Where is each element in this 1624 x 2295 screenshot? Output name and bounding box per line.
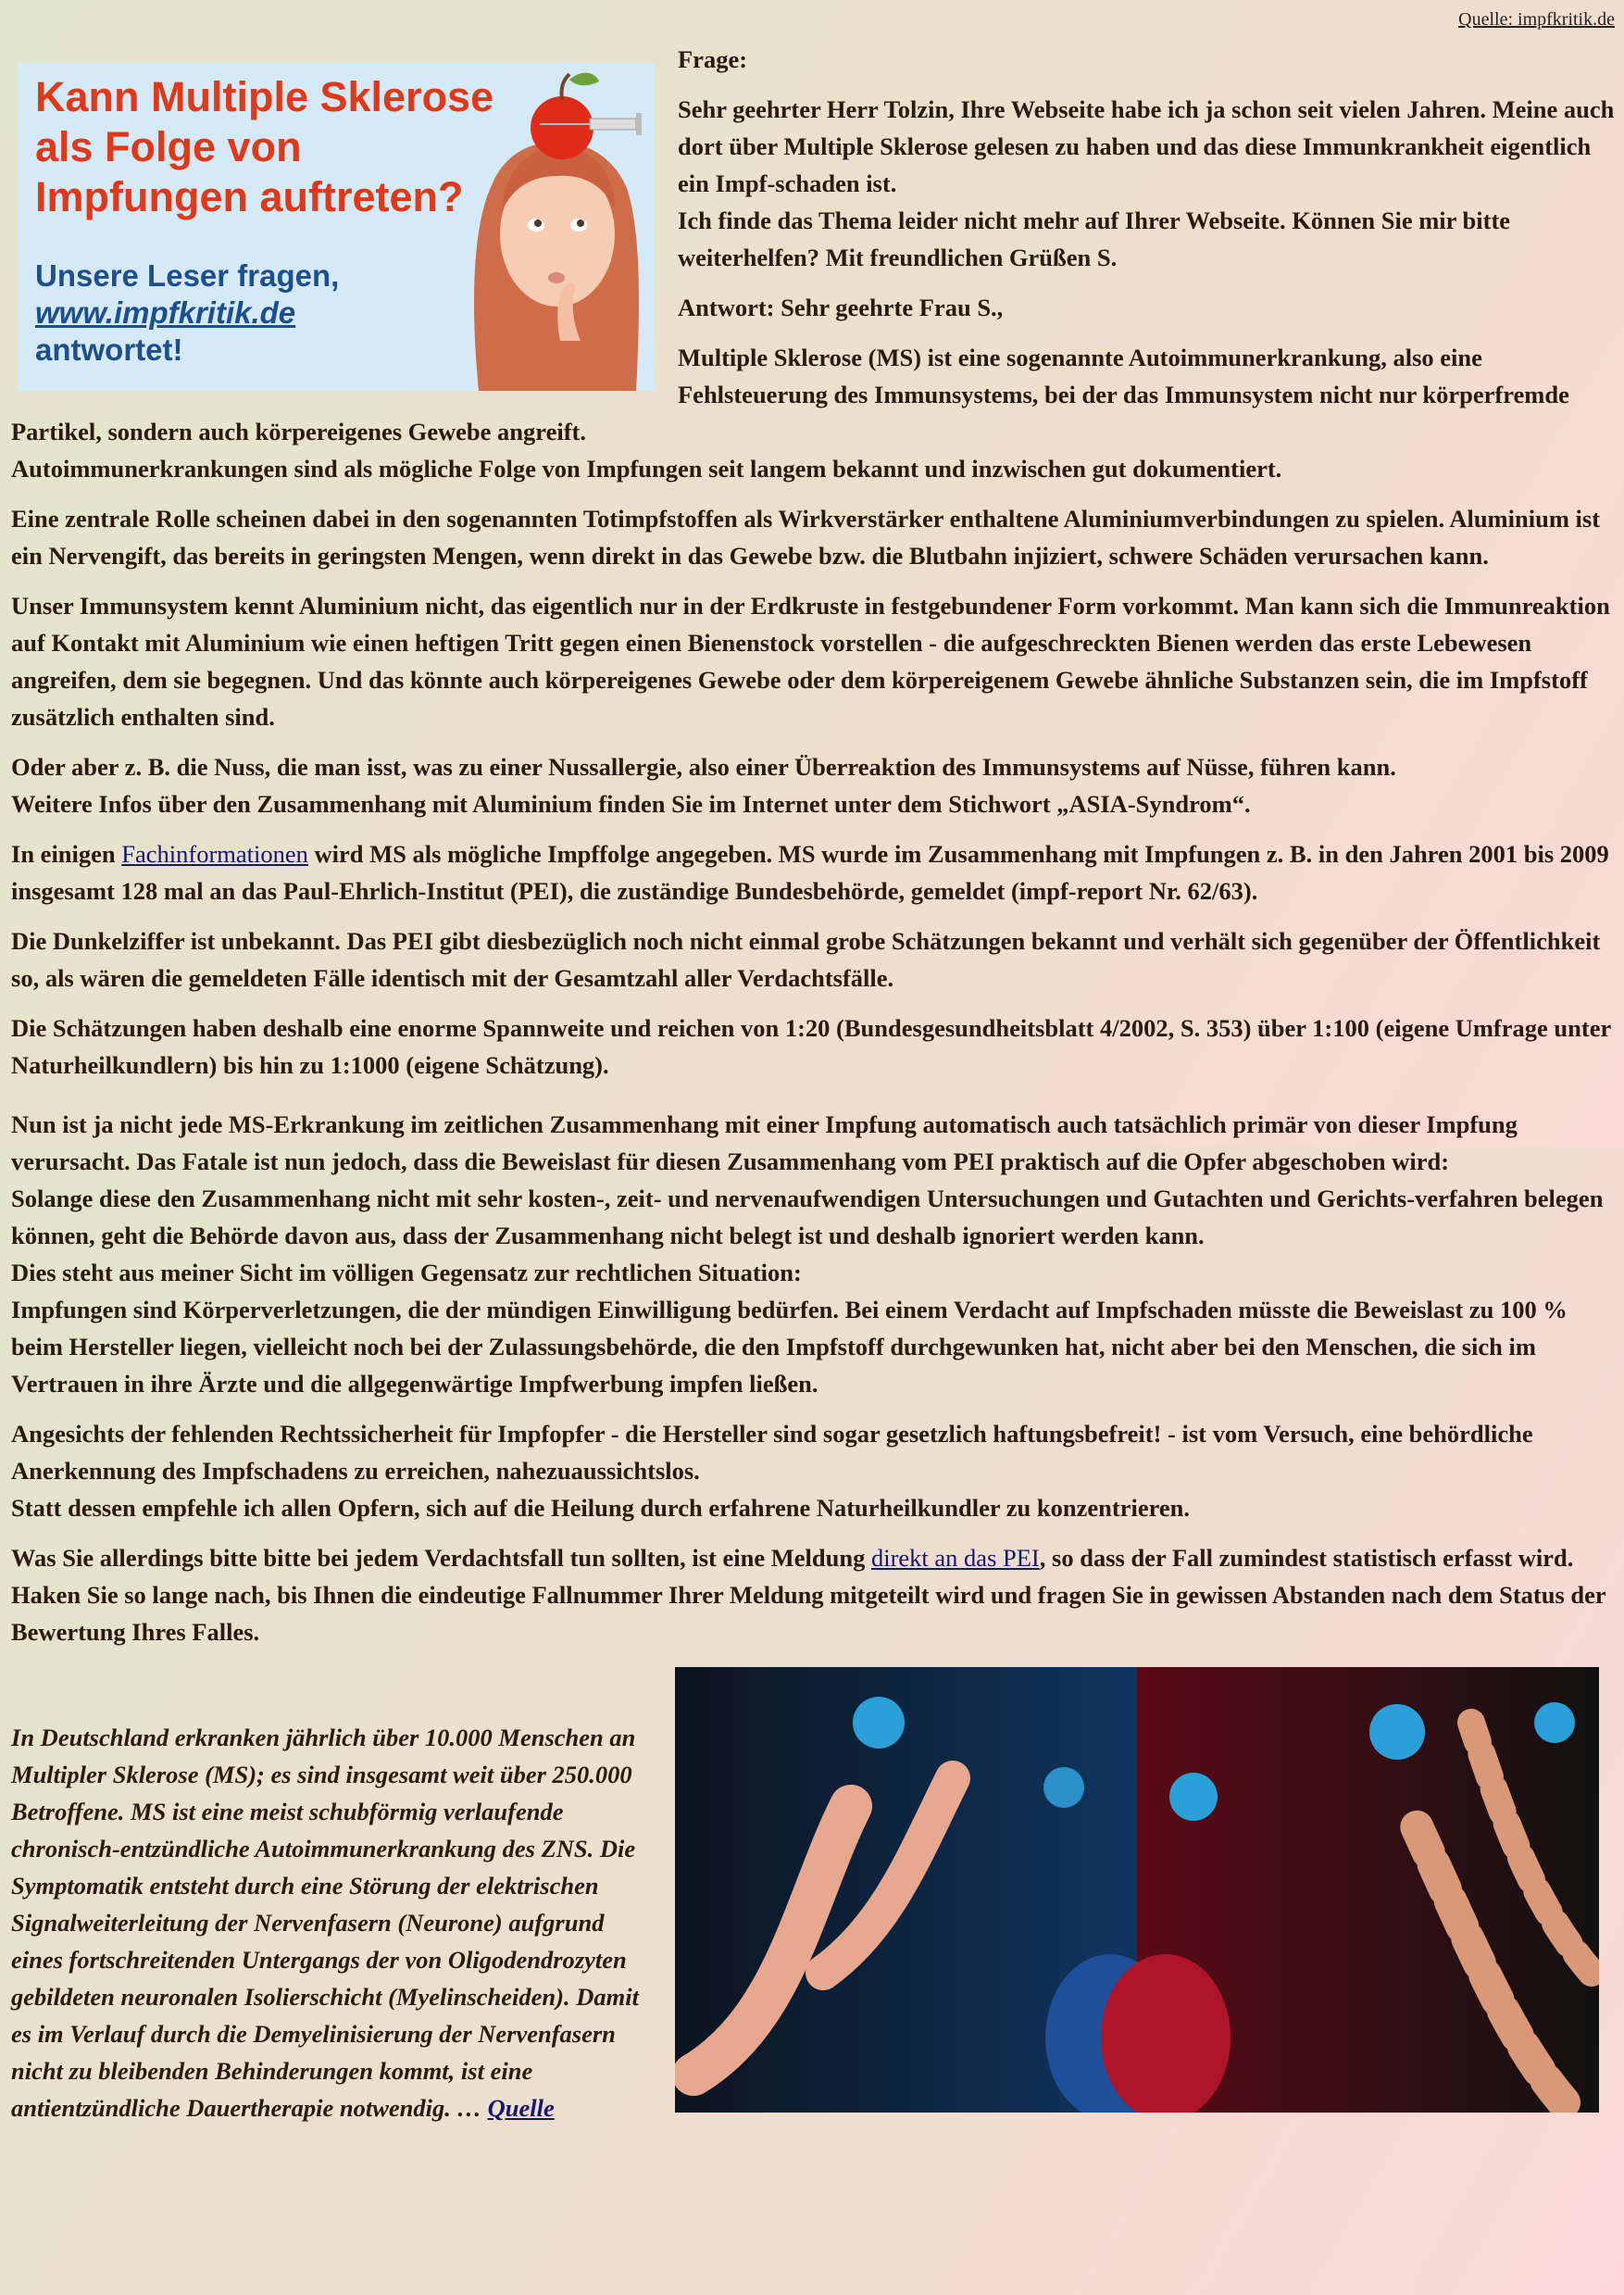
banner-title: Kann Multiple Sklerose als Folge von Impfungen auftreten? [35,73,494,220]
answer-paragraph-7: Die Schätzungen haben deshalb eine enorme Spannweite und reichen von 1:20 (Bundesgesundheitsblatt 4/2002, S. 353) über 1:100 (eigene Umfrage unter Naturheilkundlern) bis hin zu 1:1000 (eigene Schätzung). [11,1014,1611,1079]
ms-info-paragraph: In Deutschland erkranken jährlich über 10.000 Menschen an Multipler Sklerose (MS); es sind insgesamt weit über 250.000 Betroffene. MS ist eine meist schubförmig verlaufende chronisch-entzündliche Autoimmunerkrankung des ZNS. Die Symptomatik entsteht durch eine Störung der elektrischen Signalweiterleitung der Nervenfasern (Neurone) aufgrund eines fortschreitenden Untergangs der von Oligodendrozyten gebildeten neuronalen Isolierschicht (Myelinscheiden). Damit es im Verlauf durch die Demyelinisierung der Nervenfasern nicht zu bleibenden Behinderungen kommt, ist eine antientzündliche Dauertherapie notwendig. … Quelle [11,1724,639,2122]
answer-paragraph-8: Nun ist ja nicht jede MS-Erkrankung im zeitlichen Zusammenhang mit einer Impfung automatisch auch tatsächlich primär von dieser Impfung verursacht. Das Fatale ist nun jedoch, dass die Beweislast für diesen Zusammenhang vom PEI praktisch auf die Opfer abgeschoben wird: Solange diese den Zusammenhang nicht mit sehr kosten-, zeit- und nervenaufwendigen Untersuchungen und Gutachten und Gerichts-verfahren belegen können, geht die Behörde davon aus, dass der Zusammenhang nicht belegt ist und deshalb ignoriert werden kann. Dies steht aus meiner Sicht im völligen Gegensatz zur rechtlichen Situation: Impfungen sind Körperverletzungen, die der mündigen Einwilligung bedürfen. Bei einem Verdacht auf Impfschaden müsste die Beweislast zu 100 % beim Hersteller liegen, vielleicht noch bei der Zulassungsbehörde, die den Impfstoff durchgewunken hat, nicht aber bei den Menschen, die sich im Vertrauen in ihre Ärzte und die allgegenwärtige Impfwerbung impfen ließen. [11,1110,1604,1398]
answer-paragraph-2: Eine zentrale Rolle scheinen dabei in den sogenannten Totimpfstoffen als Wirkverstärker enthaltene Aluminiumverbindungen zu spielen. Aluminium ist ein Nervengift, das bereits in geringsten Mengen, wenn direkt in das Gewebe bzw. die Blutbahn injiziert, schwere Schäden verursachen kann. [11,505,1601,570]
banner-image [19,63,655,391]
answer-paragraph-9: Angesichts der fehlenden Rechtssicherheit für Impfopfer - die Hersteller sind sogar gesetzlich haftungsbefreit! - ist vom Versuch, eine behördliche Anerkennung des Impfschadens zu erreichen, nahezuaussichtslos. Statt dessen empfehle ich allen Opfern, sich auf die Heilung durch erfahrene Naturheilkundler zu konzentrieren. [11,1420,1533,1522]
fachinformationen-link[interactable]: Fachinformationen [121,840,308,868]
banner-subtitle: Unsere Leser fragen, www.impfkritik.de antwortet! [35,257,387,369]
source-link-top[interactable]: Quelle: impfkritik.de [1458,9,1615,30]
answer-paragraph-5: In einigen Fachinformationen wird MS als mögliche Impffolge angegeben. MS wurde im Zusammenhang mit Impfungen z. B. in den Jahren 2001 bis 2009 insgesamt 128 mal an das Paul-Ehrlich-Institut (PEI), die zuständige Bundesbehörde, gemeldet (impf-report Nr. 62/63). [11,840,1609,905]
answer-label: Antwort: Sehr geehrte Frau S., [678,294,1004,321]
ms-illustration-svg [675,1667,1599,2113]
answer-paragraph-3: Unser Immunsystem kennt Aluminium nicht, das eigentlich nur in der Erdkruste in festgebundener Form vorkommt. Man kann sich die Immunreaktion auf Kontakt mit Aluminium wie einen heftigen Tritt gegen einen Bienenstock vorstellen - die aufgeschreckten Bienen werden das erste Lebewesen angreifen, dem sie begegnen. Und das könnte auch körpereigenes Gewebe oder dem körpereigenem Gewebe ähnliche Substanzen sein, die im Impfstoff zusätzlich enthalten sind. [11,592,1610,731]
girl-with-apple-illustration [451,63,655,391]
answer-paragraph-6: Die Dunkelziffer ist unbekannt. Das PEI gibt diesbezüglich noch nicht einmal grobe Schätzungen bekannt und verhält sich gegenüber der Öffentlichkeit so, als wären die gemeldeten Fälle identisch mit der Gesamtzahl aller Verdachtsfälle. [11,927,1601,992]
pei-report-link[interactable]: direkt an das PEI [870,1544,1040,1572]
question-text: Sehr geehrter Herr Tolzin, Ihre Webseite habe ich ja schon seit vielen Jahren. Meine auch dort über Multiple Sklerose gelesen zu haben und das diese Immunkrankheit eigentlich ein Impf-schaden ist. Ich finde das Thema leider nicht mehr auf Ihrer Webseite. Können Sie mir bitte weiterhelfen? Mit freundlichen Grüßen S. [678,95,1615,271]
question-label: Frage: [678,45,748,73]
banner-url: www.impfkritik.de [35,295,296,330]
quelle-link[interactable]: Quelle [487,2094,555,2122]
answer-paragraph-1: Multiple Sklerose (MS) ist eine sogenannte Autoimmunerkrankung, also eine Fehlsteuerung des Immunsystems, bei der das Immunsystem nicht nur körperfremde Partikel, sondern auch körpereigenes Gewebe angreift. Autoimmunerkrankungen sind als mögliche Folge von Impfungen seit langem bekannt und inzwischen gut dokumentiert. [11,344,1569,483]
ms-nerve-illustration [675,1667,1599,2113]
answer-paragraph-10: Was Sie allerdings bitte bitte bei jedem Verdachtsfall tun sollten, ist eine Meldung direkt an das PEI, so dass der Fall zumindest statistisch erfasst wird. Haken Sie so lange nach, bis Ihnen die eindeutige Fallnummer Ihrer Meldung mitgeteilt wird und fragen Sie in gewissen Abstanden nach dem Status der Bewertung Ihres Falles. [11,1544,1606,1646]
answer-paragraph-4: Oder aber z. B. die Nuss, die man isst, was zu einer Nussallergie, also einer Überreaktion des Immunsystems auf Nüsse, führen kann. Weitere Infos über den Zusammenhang mit Aluminium finden Sie im Internet unter dem Stichwort „ASIA-Syndrom“. [11,753,1396,818]
